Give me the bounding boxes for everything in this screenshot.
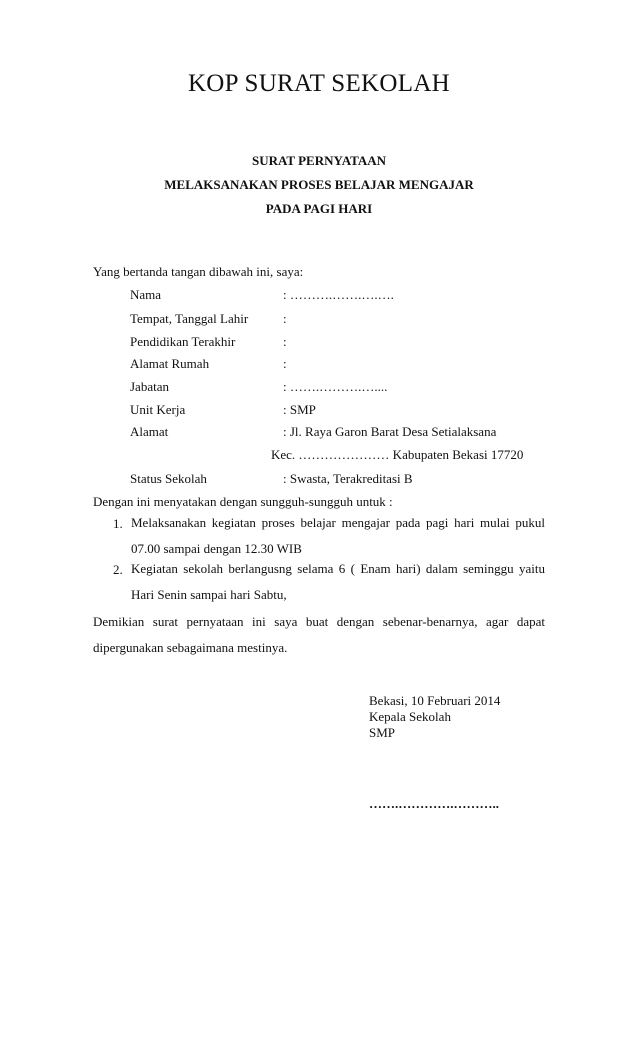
field-label-nama: Nama xyxy=(130,287,162,302)
intro-text: Yang bertanda tangan dibawah ini, saya: xyxy=(93,264,304,279)
letterhead-title: KOP SURAT SEKOLAH xyxy=(187,70,451,97)
statement-intro: Dengan ini menyatakan dengan sungguh-sungguh untuk : xyxy=(93,494,393,509)
field-value-alamat-line-2: Kec. ………………… Kabupaten Bekasi 17720 xyxy=(271,447,524,462)
list-item-number: 2. xyxy=(113,562,123,577)
field-value-jabatan: : …….……….….... xyxy=(283,379,388,394)
list-item-text: Kegiatan sekolah berlangusng selama 6 ( Enam hari) dalam seminggu yaitu Hari Senin sampai hari Sabtu, xyxy=(131,561,545,602)
field-value-nama: : ……….…….….…. xyxy=(283,287,394,302)
field-label-alamat-rumah: Alamat Rumah xyxy=(130,356,210,371)
field-label-alamat: Alamat xyxy=(130,424,169,439)
field-label-ttl: Tempat, Tanggal Lahir xyxy=(130,311,249,326)
field-value-ttl: : xyxy=(283,311,287,326)
field-value-alamat-rumah: : xyxy=(283,356,287,371)
signature-name-placeholder: …….………….……….. xyxy=(369,796,499,811)
field-label-pendidikan: Pendidikan Terakhir xyxy=(130,334,236,349)
field-label-status-sekolah: Status Sekolah xyxy=(130,471,207,486)
field-label-unit-kerja: Unit Kerja xyxy=(130,402,186,417)
signature-position: Kepala Sekolah xyxy=(369,709,451,724)
field-value-alamat: : Jl. Raya Garon Barat Desa Setialaksana xyxy=(283,424,497,439)
field-value-status-sekolah: : Swasta, Terakreditasi B xyxy=(283,471,413,486)
document-title-line-1: SURAT PERNYATAAN xyxy=(252,153,386,168)
list-item-text: Melaksanakan kegiatan proses belajar mengajar pada pagi hari mulai pukul 07.00 sampai dengan 12.30 WIB xyxy=(131,515,545,556)
closing-paragraph: Demikian surat pernyataan ini saya buat dengan sebenar-benarnya, agar dapat dipergunakan sebagaimana mestinya. xyxy=(93,614,545,655)
document-title-line-2: MELAKSANAKAN PROSES BELAJAR MENGAJAR xyxy=(164,177,474,192)
field-value-unit-kerja: : SMP xyxy=(283,402,316,417)
signature-place-date: Bekasi, 10 Februari 2014 xyxy=(369,693,501,708)
document-title-line-3: PADA PAGI HARI xyxy=(265,201,373,216)
list-item-number: 1. xyxy=(113,516,123,531)
signature-school: SMP xyxy=(369,725,396,740)
field-value-pendidikan: : xyxy=(283,334,287,349)
field-label-jabatan: Jabatan xyxy=(130,379,169,394)
